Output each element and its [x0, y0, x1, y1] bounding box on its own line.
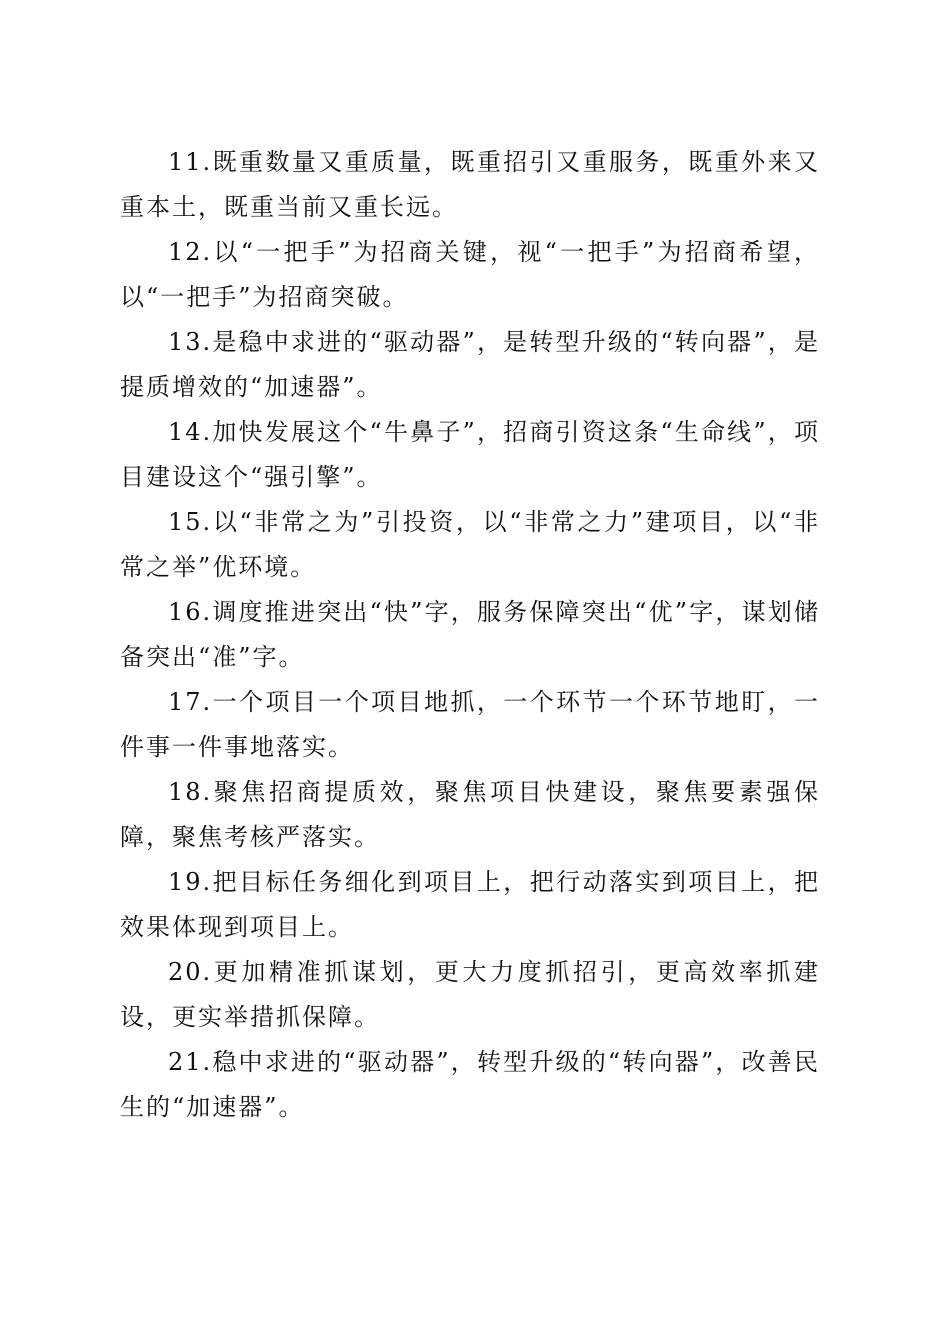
list-item-14: 14.加快发展这个“牛鼻子”，招商引资这条“生命线”，项目建设这个“强引擎”。 — [120, 418, 820, 491]
list-item-19: 19.把目标任务细化到项目上，把行动落实到项目上，把效果体现到项目上。 — [120, 868, 820, 941]
list-item-18: 18.聚焦招商提质效，聚焦项目快建设，聚焦要素强保障，聚焦考核严落实。 — [120, 778, 820, 851]
list-item-20: 20.更加精准抓谋划，更大力度抓招引，更高效率抓建设，更实举措抓保障。 — [120, 958, 820, 1031]
list-item-16: 16.调度推进突出“快”字，服务保障突出“优”字，谋划储备突出“准”字。 — [120, 598, 820, 671]
list-item-13: 13.是稳中求进的“驱动器”，是转型升级的“转向器”，是提质增效的“加速器”。 — [120, 328, 820, 401]
list-item-21: 21.稳中求进的“驱动器”，转型升级的“转向器”，改善民生的“加速器”。 — [120, 1048, 820, 1121]
list-item-12: 12.以“一把手”为招商关键，视“一把手”为招商希望，以“一把手”为招商突破。 — [120, 238, 820, 311]
list-item-11: 11.既重数量又重质量，既重招引又重服务，既重外来又重本土，既重当前又重长远。 — [120, 148, 820, 221]
document-page — [120, 140, 820, 1130]
list-item-17: 17.一个项目一个项目地抓，一个环节一个环节地盯，一件事一件事地落实。 — [120, 688, 820, 761]
list-item-15: 15.以“非常之为”引投资，以“非常之力”建项目，以“非常之举”优环境。 — [120, 508, 820, 581]
